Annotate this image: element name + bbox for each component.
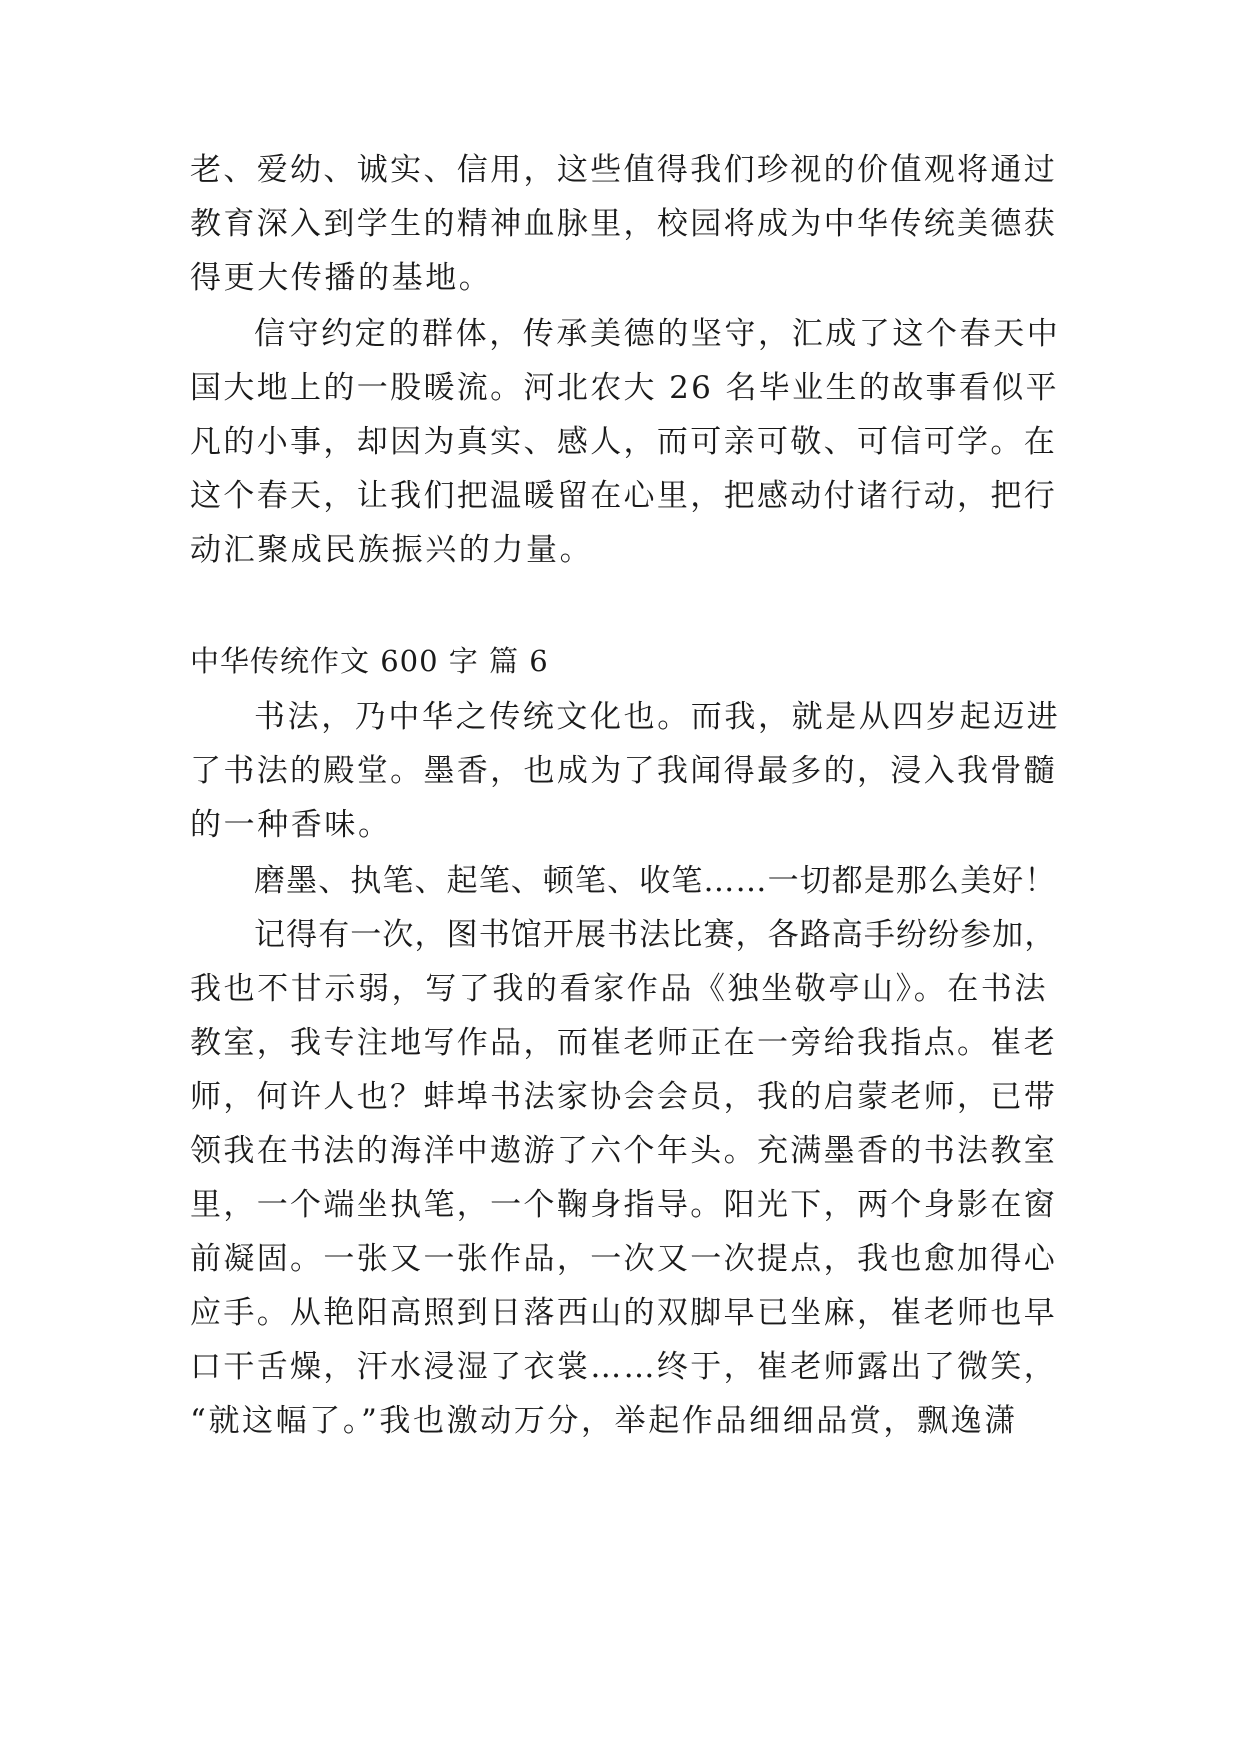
paragraph-line: 老、爱幼、诚实、信用，这些值得我们珍视的价值观将通过 (190, 152, 1058, 188)
paragraph-line: 教育深入到学生的精神血脉里，校园将成为中华传统美德获 (190, 206, 1058, 242)
paragraph-line: 信守约定的群体，传承美德的坚守，汇成了这个春天中 (254, 316, 1061, 352)
paragraph-line: 教室，我专注地写作品，而崔老师正在一旁给我指点。崔老 (190, 1025, 1058, 1061)
paragraph-line: 的一种香味。 (190, 807, 392, 843)
paragraph-line: 得更大传播的基地。 (190, 260, 493, 296)
section-heading: 中华传统作文 600 字 篇 6 (190, 644, 549, 678)
paragraph-line: 记得有一次，图书馆开展书法比赛，各路高手纷纷参加， (254, 917, 1057, 953)
paragraph-line: 口干舌燥，汗水浸湿了衣裳……终于，崔老师露出了微笑， (190, 1349, 1058, 1385)
paragraph-line: 里，一个端坐执笔，一个鞠身指导。阳光下，两个身影在窗 (190, 1187, 1058, 1223)
paragraph-line: 师，何许人也？蚌埠书法家协会会员，我的启蒙老师，已带 (190, 1079, 1058, 1115)
paragraph-line: 前凝固。一张又一张作品，一次又一次提点，我也愈加得心 (190, 1241, 1058, 1277)
paragraph-line: 领我在书法的海洋中遨游了六个年头。充满墨香的书法教室 (190, 1133, 1058, 1169)
paragraph-line: 了书法的殿堂。墨香，也成为了我闻得最多的，浸入我骨髓 (190, 753, 1058, 789)
paragraph-line: 应手。从艳阳高照到日落西山的双脚早已坐麻，崔老师也早 (190, 1295, 1058, 1331)
paragraph-line: 这个春天，让我们把温暖留在心里，把感动付诸行动，把行 (190, 478, 1058, 514)
paragraph-line: 国大地上的一股暖流。河北农大 26 名毕业生的故事看似平 (190, 370, 1059, 406)
paragraph-line: 我也不甘示弱，写了我的看家作品《独坐敬亭山》。在书法 (190, 971, 1049, 1007)
paragraph-line: 磨墨、执笔、起笔、顿笔、收笔……一切都是那么美好！ (254, 863, 1057, 899)
paragraph-line: 凡的小事，却因为真实、感人，而可亲可敬、可信可学。在 (190, 424, 1058, 460)
paragraph-line: “就这幅了。”我也激动万分，举起作品细细品赏，飘逸潇 (190, 1403, 1018, 1439)
paragraph-line: 书法，乃中华之传统文化也。而我，就是从四岁起迈进 (254, 699, 1061, 735)
paragraph-line: 动汇聚成民族振兴的力量。 (190, 532, 594, 568)
